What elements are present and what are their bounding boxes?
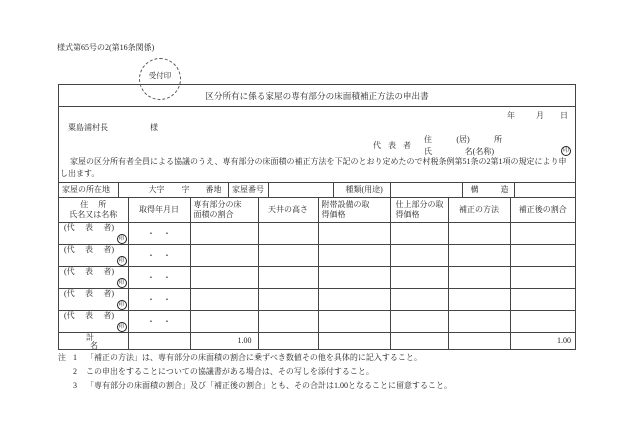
form-box	[58, 84, 576, 350]
owner-row	[59, 245, 575, 267]
corrected-ratio-cell	[510, 223, 575, 245]
note-text: 「補正の方法」は、専有部分の床面積の割合に乗ずべき数値その他を具体的に記入すること。	[86, 353, 422, 362]
name-header: 氏名又は名称	[69, 210, 118, 219]
date-day-label: 日	[560, 111, 568, 120]
acquisition-date-header	[128, 198, 190, 223]
representative-label-part-1: (代	[64, 289, 75, 298]
applicant-address-label-part-2: (居)	[456, 135, 470, 144]
representative-label-part-1: (代	[64, 223, 75, 232]
type-value-cell	[390, 183, 462, 198]
date-year-label: 年	[507, 111, 515, 120]
owner-cell	[59, 267, 128, 289]
structure-label-cell	[462, 183, 514, 198]
owner-row	[59, 223, 575, 245]
type-label-cell	[333, 183, 390, 198]
ceiling-height-cell	[258, 289, 318, 311]
correction-method-cell	[448, 311, 510, 333]
applicant-name-label	[424, 147, 494, 157]
applicant-role-label-part-1: 代	[373, 141, 381, 150]
owner-cell	[59, 289, 128, 311]
floor-ratio-cell	[190, 223, 258, 245]
equipment-price-cell	[318, 289, 390, 311]
applicant-role-label	[373, 141, 411, 151]
owner-seal-mark: 印	[118, 280, 125, 286]
property-table	[59, 182, 575, 198]
ceiling-height-cell	[258, 223, 318, 245]
reception-stamp-label: 受付印	[148, 71, 172, 80]
oaza-label: 大字	[148, 185, 165, 194]
date-placeholder	[147, 295, 171, 305]
total-row	[59, 333, 575, 350]
finish-price-header-line-1: 仕上部分の取	[395, 200, 444, 209]
address-header-part-2: 所	[98, 200, 107, 209]
statement-line-1: 家屋の区分所有者全員による協議のうえ、専有部分の床面積の補正方法を下記のとおり定めたので村税条例第51条の2第1項の規定により申	[70, 157, 567, 166]
applicant-address-label	[424, 135, 502, 145]
date-placeholder-part-2: ・	[163, 272, 171, 282]
ceiling-height-cell	[258, 311, 318, 333]
owner-seal-mark: 印	[118, 258, 125, 264]
date-placeholder-part-2: ・	[163, 294, 171, 304]
owner-header	[59, 198, 128, 223]
finish-price-header-line-2: 得価格	[395, 210, 420, 219]
address-header-part-1: 住	[80, 200, 89, 209]
finish-price-cell	[390, 289, 448, 311]
representative-label	[64, 223, 114, 233]
total-floor-ratio: 1.00	[190, 333, 258, 350]
representative-label-part-3: 者)	[103, 311, 114, 320]
date-placeholder-part-2: ・	[163, 250, 171, 260]
total-acquisition-date-cell	[128, 333, 190, 350]
correction-method-cell	[448, 289, 510, 311]
structure-label	[471, 185, 509, 195]
floor-ratio-header-line-2: 面積の割合	[193, 210, 234, 219]
notes-prefix: 注	[58, 353, 66, 362]
addressee-honorific: 様	[150, 123, 158, 132]
house-number-label: 家屋番号	[232, 185, 264, 195]
date-placeholder	[147, 317, 171, 327]
applicant-seal-mark: 印	[562, 148, 569, 154]
representative-label-part-2: 表	[85, 223, 93, 232]
acquisition-date-cell	[128, 223, 190, 245]
equipment-price-header-line-2: 得価格	[321, 210, 346, 219]
correction-method-header-text: 補正の方法	[459, 205, 499, 214]
date-placeholder-part-2: ・	[163, 316, 171, 326]
total-correction-method-cell	[448, 333, 510, 350]
ceiling-height-cell	[258, 267, 318, 289]
date-placeholder-part-1: ・	[147, 294, 155, 304]
owner-seal-mark: 印	[118, 302, 125, 308]
floor-ratio-header	[190, 198, 258, 223]
owner-row	[59, 267, 575, 289]
owner-row	[59, 311, 575, 333]
finish-price-cell	[390, 311, 448, 333]
corrected-ratio-cell	[510, 289, 575, 311]
applicant-role-label-part-2: 表	[388, 141, 396, 150]
corrected-ratio-cell	[510, 267, 575, 289]
representative-label-part-1: (代	[64, 311, 75, 320]
floor-ratio-cell	[190, 245, 258, 267]
owner-seal-mark: 印	[118, 324, 125, 330]
representative-label-part-3: 者)	[103, 289, 114, 298]
representative-label-part-3: 者)	[103, 267, 114, 276]
equipment-price-header	[318, 198, 390, 223]
finish-price-cell	[390, 267, 448, 289]
acquisition-date-cell	[128, 289, 190, 311]
note-text: この申出をすることについての協議書がある場合は、その写しを添付すること。	[86, 367, 374, 376]
total-label: 計	[86, 333, 94, 342]
reception-stamp-circle	[139, 58, 181, 100]
representative-label-part-2: 表	[85, 289, 93, 298]
floor-ratio-cell	[190, 289, 258, 311]
representative-label-part-1: (代	[64, 245, 75, 254]
corrected-ratio-header	[510, 198, 575, 223]
date-placeholder-part-1: ・	[147, 250, 155, 260]
address-header	[80, 200, 106, 210]
date-month-label: 月	[536, 111, 544, 120]
note-text: 「専有部分の床面積の割合」及び「補正後の割合」とも、その合計は1.00となることに留意すること。	[86, 381, 452, 390]
date-placeholder-part-1: ・	[147, 316, 155, 326]
corrected-ratio-cell	[510, 311, 575, 333]
representative-label-part-2: 表	[85, 311, 93, 320]
note-number: 1	[73, 353, 77, 362]
applicant-address-label-part-3: 所	[493, 135, 502, 144]
representative-label	[64, 311, 114, 321]
house-number-label-cell	[228, 183, 268, 198]
finish-price-header	[390, 198, 448, 223]
owner-cell	[59, 245, 128, 267]
corrected-ratio-cell	[510, 245, 575, 267]
correction-method-cell	[448, 245, 510, 267]
correction-method-cell	[448, 223, 510, 245]
ceiling-height-header	[258, 198, 318, 223]
correction-method-cell	[448, 267, 510, 289]
total-corrected-ratio: 1.00	[510, 333, 575, 350]
banchi-label: 番地	[205, 185, 222, 194]
date-placeholder	[147, 229, 171, 239]
total-label-cell	[59, 333, 128, 350]
structure-label-part-1: 構	[470, 185, 479, 195]
representative-label	[64, 245, 114, 255]
date-placeholder-part-2: ・	[163, 228, 171, 238]
finish-price-cell	[390, 223, 448, 245]
equipment-price-header-line-1: 附帯設備の取	[321, 200, 370, 209]
note-number: 2	[73, 367, 77, 376]
structure-value-cell	[514, 183, 575, 198]
equipment-price-cell	[318, 267, 390, 289]
equipment-price-cell	[318, 245, 390, 267]
date-placeholder	[147, 251, 171, 261]
type-label: 種類(用途)	[345, 185, 383, 195]
statement-line-2: し出ます。	[60, 169, 100, 178]
date-placeholder	[147, 273, 171, 283]
total-ceiling-height-cell	[258, 333, 318, 350]
representative-label	[64, 289, 114, 299]
representative-label-part-3: 者)	[103, 245, 114, 254]
applicant-address-label-part-1: 住	[424, 135, 432, 144]
floor-ratio-header-line-1: 専有部分の床	[193, 200, 242, 209]
owner-row	[59, 289, 575, 311]
structure-label-part-2: 造	[500, 185, 509, 195]
owners-table	[59, 197, 575, 350]
location-label-cell	[59, 183, 118, 198]
applicant-name-label-part-1: 氏	[424, 147, 432, 156]
applicant-role-label-part-3: 者	[403, 141, 411, 150]
total-unit: 名	[90, 341, 98, 350]
representative-label-part-2: 表	[85, 245, 93, 254]
corrected-ratio-header-text: 補正後の割合	[518, 205, 567, 214]
addressee-name: 粟島浦村長	[68, 123, 108, 132]
note-number: 3	[73, 381, 77, 390]
total-equipment-price-cell	[318, 333, 390, 350]
owner-cell	[59, 223, 128, 245]
house-number-value-cell	[268, 183, 333, 198]
correction-method-header	[448, 198, 510, 223]
representative-label-part-2: 表	[85, 267, 93, 276]
form-number: 様式第65号の2(第16条関係)	[57, 43, 155, 52]
date-placeholder-part-1: ・	[147, 228, 155, 238]
ceiling-height-cell	[258, 245, 318, 267]
applicant-name-label-part-2: 名(名称)	[464, 147, 494, 156]
acquisition-date-cell	[128, 311, 190, 333]
aza-label: 字	[181, 185, 190, 194]
location-label: 家屋の所在地	[62, 185, 110, 195]
header-row	[59, 198, 575, 223]
finish-price-cell	[390, 245, 448, 267]
acquisition-date-cell	[128, 245, 190, 267]
floor-ratio-cell	[190, 311, 258, 333]
total-finish-price-cell	[390, 333, 448, 350]
form-title: 区分所有に係る家屋の専有部分の床面積補正方法の申出書	[205, 91, 429, 101]
property-row	[59, 183, 575, 198]
equipment-price-cell	[318, 223, 390, 245]
representative-label-part-3: 者)	[103, 223, 114, 232]
floor-ratio-cell	[190, 267, 258, 289]
owner-cell	[59, 311, 128, 333]
acquisition-date-cell	[128, 267, 190, 289]
acquisition-date-header-text: 取得年月日	[139, 205, 179, 214]
owner-seal-mark: 印	[118, 236, 125, 242]
equipment-price-cell	[318, 311, 390, 333]
ceiling-height-header-text: 天井の高さ	[268, 205, 308, 214]
date-placeholder-part-1: ・	[147, 272, 155, 282]
title-divider	[59, 106, 575, 107]
location-value-cell	[118, 183, 228, 198]
representative-label	[64, 267, 114, 277]
representative-label-part-1: (代	[64, 267, 75, 276]
